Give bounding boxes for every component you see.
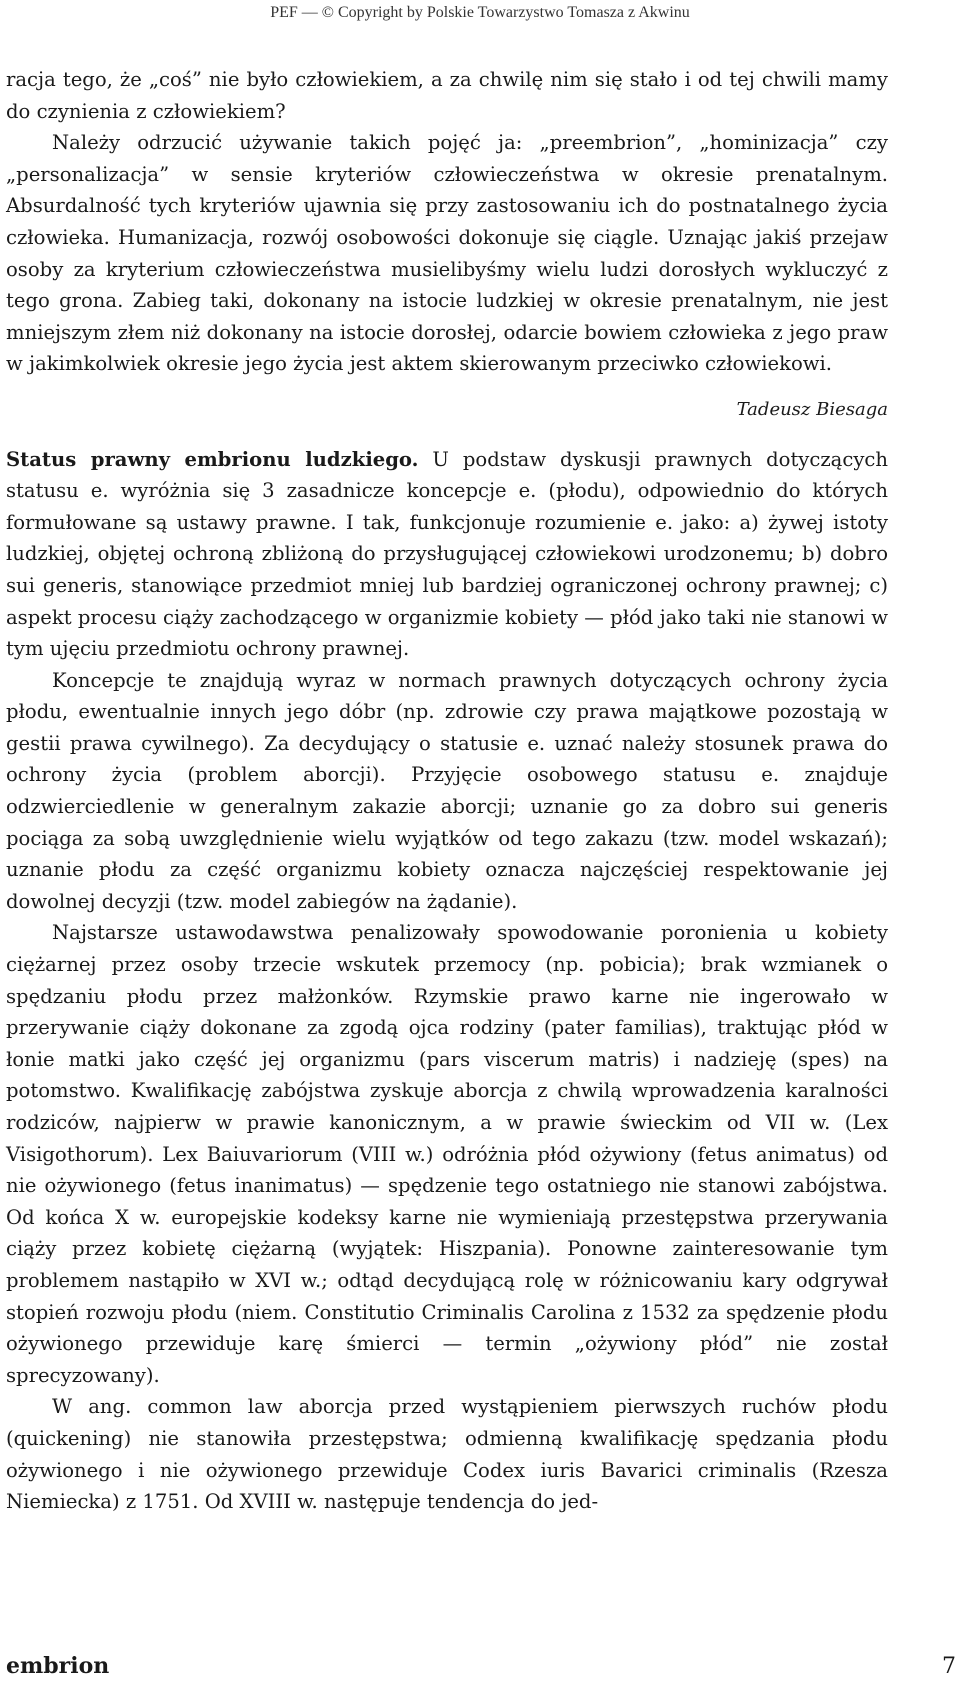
running-header: PEF — © Copyright by Polskie Towarzystwo Tomasza z Akwinu: [270, 4, 690, 21]
author-signature: Tadeusz Biesaga: [736, 398, 888, 420]
article-body: [6, 64, 888, 1518]
section-title: Status prawny embrionu ludzkiego.: [6, 447, 419, 471]
running-footer: [6, 1646, 956, 1686]
section-text: U podstaw dyskusji prawnych dotyczących statusu e. wyróżnia się 3 zasadnicze koncepcje e. (płodu), odpowiednio do których formułowane są ustawy prawne. I tak, funkcjonuje rozumienie e. jako: a) żywej istoty ludzkiej, objętej ochroną zbliżoną do przysługującej człowiekowi urodzonemu; b) dobro sui generis, stanowiące przedmiot mniej lub bardziej ograniczonej ochrony prawnej; c) aspekt procesu ciąży zachodzącego w organizmie kobiety — płód jako taki nie stanowi w tym ujęciu przedmiotu ochrony prawnej.: [6, 447, 888, 661]
section-paragraph: [6, 444, 888, 665]
paragraph: Najstarsze ustawodawstwa penalizowały spowodowanie poronienia u kobiety ciężarnej przez osoby trzecie wskutek przemocy (np. pobicia); brak wzmianek o spędzaniu płodu przez małżonków. Rzymskie prawo karne nie ingerowało w przerywanie ciąży dokonane za zgodą ojca rodziny (pater familias), traktując płód w łonie matki jako część jej organizmu (pars viscerum matris) i nadzieję (spes) na potomstwo. Kwalifikację zabójstwa zyskuje aborcja z chwilą wprowadzenia karalności rodziców, najpierw w prawie kanonicznym, a w prawie świeckim od VII w. (Lex Visigothorum). Lex Baiuvariorum (VIII w.) odróżnia płód ożywiony (fetus animatus) od nie ożywionego (fetus inanimatus) — spędzenie tego ostatniego nie stanowi zabójstwa. Od końca X w. europejskie kodeksy karne nie wymieniają przestępstwa przerywania ciąży przez kobietę ciężarną (wyjątek: Hiszpania). Ponowne zainteresowanie tym problemem nastąpiło w XVI w.; odtąd decydującą rolę w różnicowaniu kary odgrywał stopień rozwoju płodu (niem. Constitutio Criminalis Carolina z 1532 za spędzenie płodu ożywionego przewiduje karę śmierci — termin „ożywiony płód” nie został sprecyzowany).: [6, 921, 888, 1387]
paragraph-continuation: racja tego, że „coś” nie było człowiekiem, a za chwilę nim się stało i od tej chwili mamy do czynienia z człowiekiem?: [6, 68, 888, 123]
paragraph: Należy odrzucić używanie takich pojęć ja: „preembrion”, „hominizacja” czy „personalizacja” w sensie kryteriów człowieczeństwa w okresie prenatalnym. Absurdalność tych kryteriów ujawnia się przy zastosowaniu ich do postnatalnego życia człowieka. Humanizacja, rozwój osobowości dokonuje się ciągle. Uznając jakiś przejaw osoby za kryterium człowieczeństwa musielibyśmy wielu ludzi dorosłych wykluczyć z tego grona. Zabieg taki, dokonany na istocie ludzkiej w okresie prenatalnym, nie jest mniejszym złem niż dokonany na istocie dorosłej, odarcie bowiem człowieka z jego praw w jakimkolwiek okresie jego życia jest aktem skierowanym przeciwko człowiekowi.: [6, 131, 888, 376]
footer-entry-word: embrion: [6, 1653, 110, 1679]
page-number: 7: [942, 1653, 956, 1679]
paragraph: Koncepcje te znajdują wyraz w normach prawnych dotyczących ochrony życia płodu, ewentualnie innych jego dóbr (np. zdrowie czy prawa majątkowe pozostają w gestii prawa cywilnego). Za decydujący o statusie e. uznać należy stosunek prawa do ochrony życia (problem aborcji). Przyjęcie osobowego statusu e. znajduje odzwierciedlenie w generalnym zakazie aborcji; uznanie go za dobro sui generis pociąga za sobą uwzględnienie wielu wyjątków od tego zakazu (tzw. model wskazań); uznanie płodu za część organizmu kobiety oznacza najczęściej respektowanie jej dowolnej decyzji (tzw. model zabiegów na żądanie).: [6, 668, 888, 913]
paragraph: W ang. common law aborcja przed wystąpieniem pierwszych ruchów płodu (quickening) nie stanowiła przestępstwa; odmienną kwalifikację spędzania płodu ożywionego i nie ożywionego przewiduje Codex iuris Bavarici criminalis (Rzesza Niemiecka) z 1751. Od XVIII w. następuje tendencja do jed-: [6, 1395, 888, 1514]
